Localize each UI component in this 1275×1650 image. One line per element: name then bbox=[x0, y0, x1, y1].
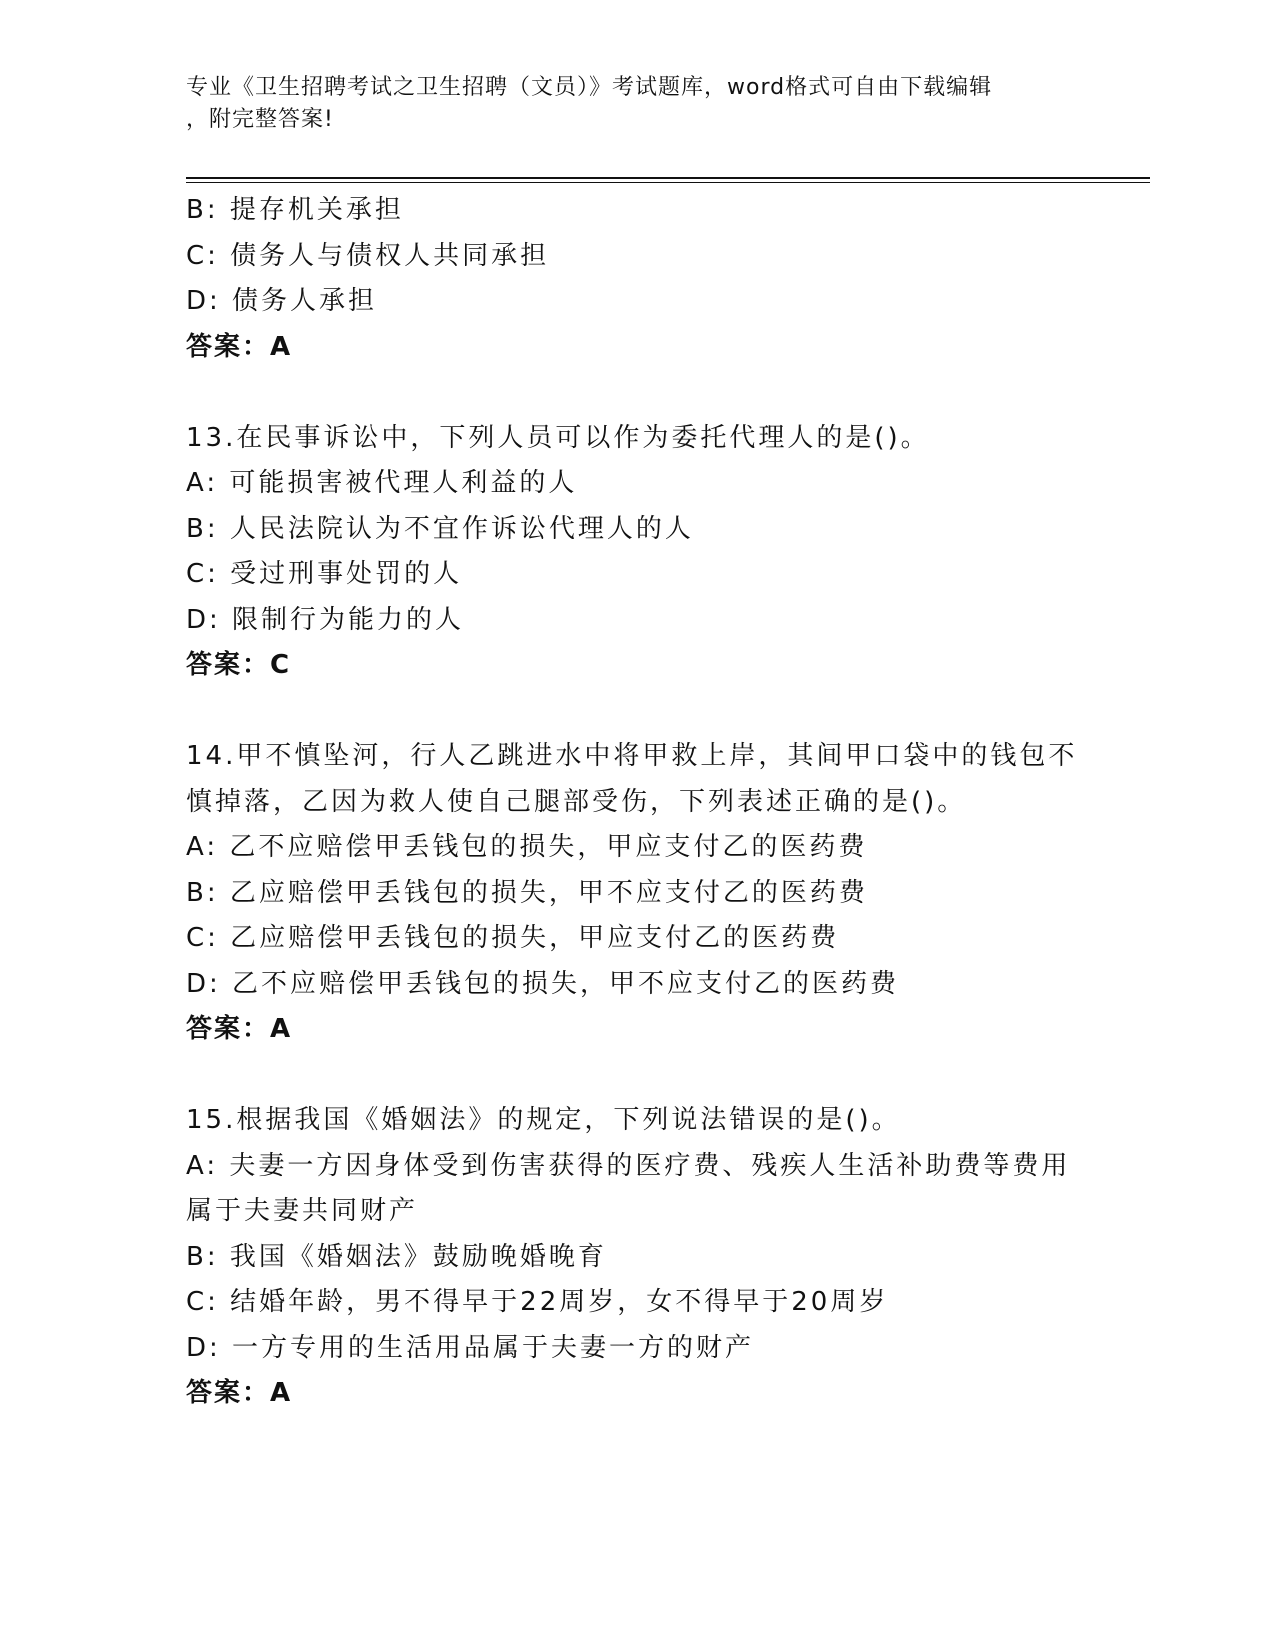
option-b: B: 乙应赔偿甲丢钱包的损失，甲不应支付乙的医药费 bbox=[186, 877, 868, 908]
question-12-tail bbox=[186, 188, 1086, 370]
spacer bbox=[186, 1053, 1086, 1099]
option-d: D: 债务人承担 bbox=[186, 286, 378, 316]
spacer bbox=[186, 689, 1086, 735]
option-c: C: 乙应赔偿甲丢钱包的损失，甲应支付乙的医药费 bbox=[186, 923, 840, 953]
document-header bbox=[186, 72, 1086, 136]
option-a: A: 夫妻一方因身体受到伤害获得的医疗费、残疾人生活补助费等费用 bbox=[186, 1150, 1071, 1181]
option-c: C: 受过刑事处罚的人 bbox=[186, 559, 463, 589]
header-line-1: 专业《卫生招聘考试之卫生招聘（文员）》考试题库，word格式可自由下载编辑 bbox=[186, 75, 993, 100]
option-d: D: 一方专用的生活用品属于夫妻一方的财产 bbox=[186, 1332, 755, 1363]
question-15 bbox=[186, 1098, 1086, 1417]
answer-line: 答案：A bbox=[186, 1378, 293, 1408]
question-13 bbox=[186, 416, 1086, 689]
question-stem: 13.在民事诉讼中，下列人员可以作为委托代理人的是()。 bbox=[186, 422, 930, 453]
option-a: A: 可能损害被代理人利益的人 bbox=[186, 468, 578, 498]
header-line-2: ，附完整答案! bbox=[186, 107, 334, 132]
answer-line: 答案：A bbox=[186, 1014, 293, 1044]
option-a: A: 乙不应赔偿甲丢钱包的损失，甲应支付乙的医药费 bbox=[186, 832, 868, 862]
option-b: B: 我国《婚姻法》鼓励晚婚晚育 bbox=[186, 1241, 607, 1272]
answer-line: 答案：C bbox=[186, 650, 292, 680]
option-c: C: 债务人与债权人共同承担 bbox=[186, 240, 550, 271]
header-rule-thin bbox=[186, 182, 1150, 183]
question-14 bbox=[186, 734, 1086, 1053]
question-stem-continued: 慎掉落，乙因为救人使自己腿部受伤，下列表述正确的是()。 bbox=[186, 786, 967, 817]
option-c: C: 结婚年龄，男不得早于22周岁，女不得早于20周岁 bbox=[186, 1287, 889, 1317]
option-b: B: 人民法院认为不宜作诉讼代理人的人 bbox=[186, 513, 694, 544]
spacer bbox=[186, 370, 1086, 416]
option-a-continued: 属于夫妻共同财产 bbox=[186, 1196, 419, 1226]
question-stem: 15.根据我国《婚姻法》的规定，下列说法错误的是()。 bbox=[186, 1105, 901, 1135]
question-list bbox=[186, 188, 1086, 1417]
question-stem: 14.甲不慎坠河，行人乙跳进水中将甲救上岸，其间甲口袋中的钱包不 bbox=[186, 741, 1078, 771]
answer-line: 答案：A bbox=[186, 331, 293, 362]
option-b: B: 提存机关承担 bbox=[186, 195, 404, 225]
option-d: D: 乙不应赔偿甲丢钱包的损失，甲不应支付乙的医药费 bbox=[186, 968, 900, 999]
option-d: D: 限制行为能力的人 bbox=[186, 604, 465, 635]
header-rule-thick bbox=[186, 177, 1150, 179]
